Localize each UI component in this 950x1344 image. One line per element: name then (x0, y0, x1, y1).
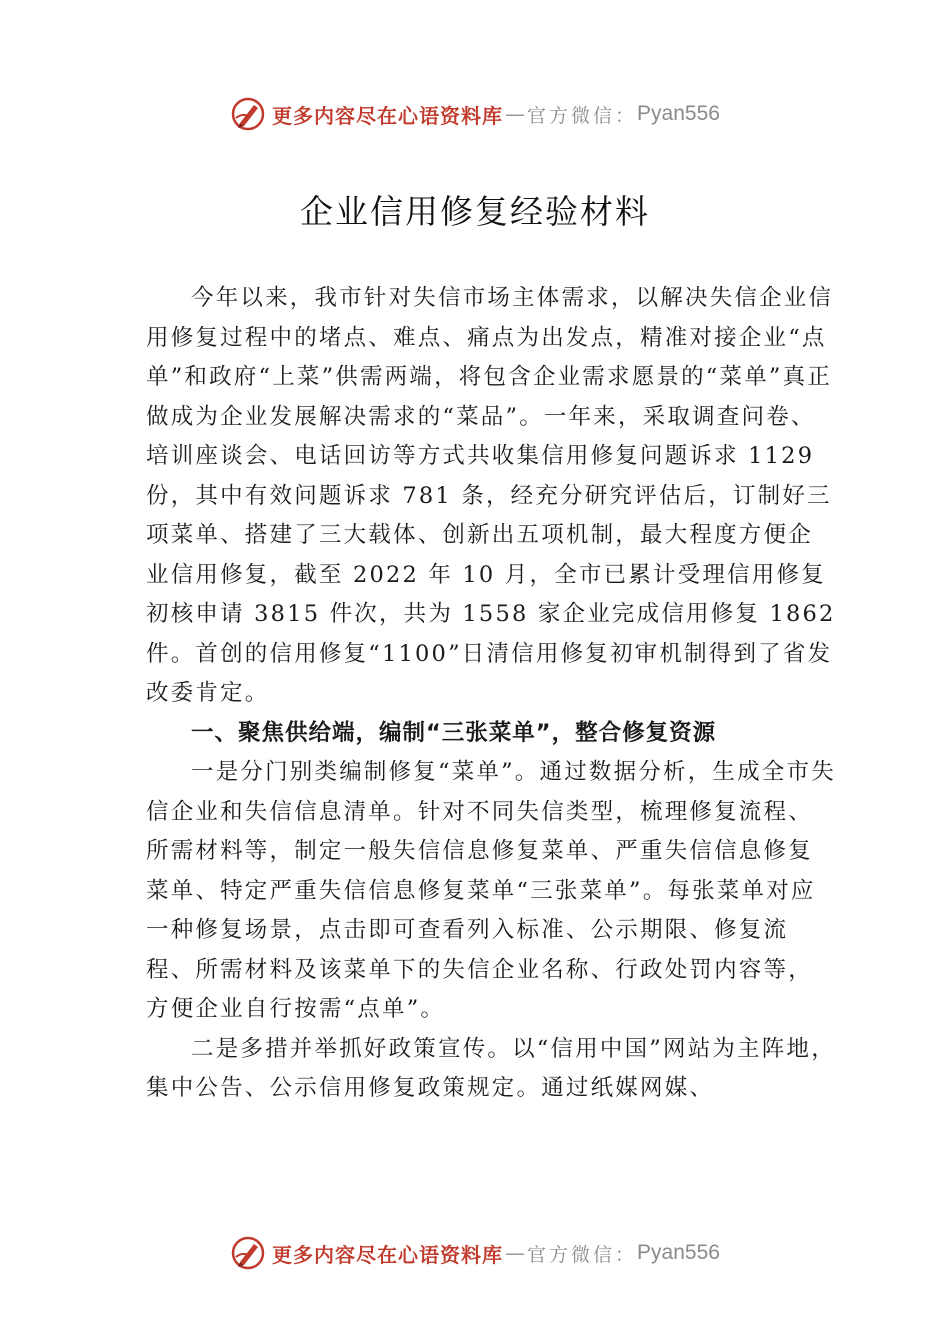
watermark-text: 更多内容尽在心语资料库 (272, 1242, 504, 1267)
document-title: 企业信用修复经验材料 (300, 192, 650, 231)
watermark-wechat-label: 官方微信： (527, 1243, 638, 1266)
header-watermark (0, 94, 950, 134)
pen-logo-icon (230, 1235, 266, 1271)
document-body (146, 279, 836, 1109)
section-heading: 一、聚焦供给端，编制“三张菜单”，整合修复资源 (191, 719, 717, 746)
footer-watermark (0, 1233, 950, 1273)
watermark-wechat-label: 官方微信： (527, 104, 638, 127)
intro-paragraph: 今年以来，我市针对失信市场主体需求，以解决失信企业信用修复过程中的堵点、难点、痛点为出发点，精准对接企业“点单”和政府“上菜”供需两端，将包含企业需求愿景的“菜单”真正做成为企业发展解决需求的“菜品”。一年来，采取调查问卷、培训座谈会、电话回访等方式共收集信用修复问题诉求 1129 份，其中有效问题诉求 781 条，经充分研究评估后，订制好三项菜单、搭建了三大载体、创新出五项机制，最大程度方便企业信用修复，截至 2022 年 10 月，全市已累计受理信用修复初核申请 3815 件次，共为 1558 家企业完成信用修复 1862 件。首创的信用修复“1100”日清信用修复初审机制得到了省发改委肯定。 (146, 285, 836, 706)
watermark-dash: — (505, 1241, 526, 1265)
pen-logo-icon (230, 96, 266, 132)
watermark-wechat-id: Pyan556 (637, 1241, 720, 1264)
body-paragraph-2: 二是多措并举抓好政策宣传。以“信用中国”网站为主阵地，集中公告、公示信用修复政策规定。通过纸媒网媒、 (146, 1035, 836, 1101)
watermark-text: 更多内容尽在心语资料库 (272, 103, 504, 128)
body-paragraph-1: 一是分门别类编制修复“菜单”。通过数据分析，生成全市失信企业和失信信息清单。针对不同失信类型，梳理修复流程、所需材料等，制定一般失信信息修复菜单、严重失信信息修复菜单、特定严重失信信息修复菜单“三张菜单”。每张菜单对应一种修复场景，点击即可查看列入标准、公示期限、修复流程、所需材料及该菜单下的失信企业名称、行政处罚内容等，方便企业自行按需“点单”。 (146, 759, 836, 1022)
watermark-dash: — (505, 102, 526, 126)
watermark-wechat-id: Pyan556 (637, 102, 720, 125)
